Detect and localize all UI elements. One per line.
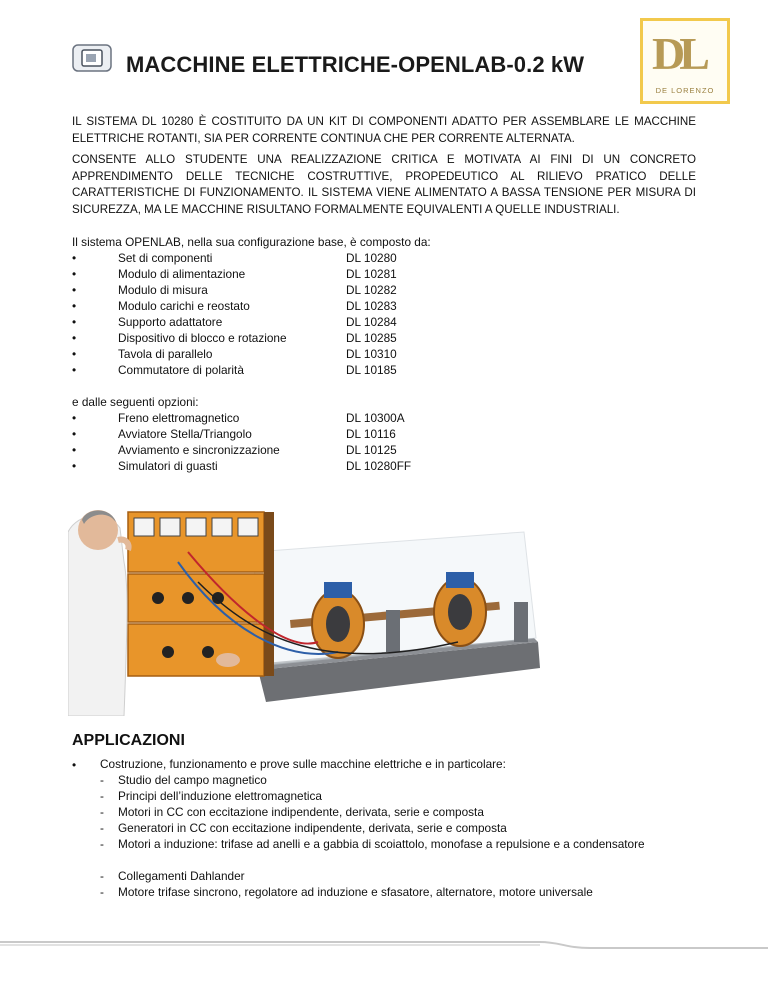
bullet: •	[72, 758, 77, 772]
application-text: Motori in CC con eccitazione indipendente, derivata, serie e composta	[118, 805, 484, 819]
dash: -	[100, 773, 104, 787]
bullet: •	[72, 459, 77, 473]
item-name: Set di componenti	[118, 251, 213, 265]
bullet: •	[72, 443, 77, 457]
item-code: DL 10280FF	[346, 459, 412, 473]
item-code: DL 10281	[346, 267, 397, 281]
application-item	[100, 820, 696, 836]
item-code: DL 10284	[346, 315, 397, 329]
item-code: DL 10282	[346, 283, 397, 297]
item-code: DL 10185	[346, 363, 397, 377]
application-item	[100, 836, 696, 852]
item-code: DL 10116	[346, 427, 396, 441]
application-item	[100, 772, 696, 788]
base-config-lead: Il sistema OPENLAB, nella sua configurazione base, è composto da:	[72, 235, 431, 249]
application-text: Generatori in CC con eccitazione indipendente, derivata, serie e composta	[118, 821, 507, 835]
application-item	[100, 868, 696, 884]
item-name: Modulo di misura	[118, 283, 208, 297]
bullet: •	[72, 299, 77, 313]
product-photo	[68, 492, 544, 716]
item-code: DL 10283	[346, 299, 397, 313]
page-title: MACCHINE ELETTRICHE-OPENLAB-0.2 kW	[126, 52, 585, 77]
intro-paragraph-2: CONSENTE ALLO STUDENTE UNA REALIZZAZIONE CRITICA E MOTIVATA AI FINI DI UN CONCRETO APPRENDIMENTO DELLE TECNICHE COSTRUTTIVE, PROPEDEUTICO AL RILIEVO PRATICO DELLE CARATTERISTICHE DI FUNZIONAMENTO. IL SISTEMA VIENE ALIMENTATO A BASSA TENSIONE PER MISURA DI SICUREZZA, MA LE MACCHINE RISULTANO FORMALMENTE EQUIVALENTI A QUELLE INDUSTRIALI.	[72, 153, 696, 216]
item-name: Avviatore Stella/Triangolo	[118, 427, 252, 441]
bullet: •	[72, 331, 77, 345]
item-name: Modulo carichi e reostato	[118, 299, 250, 313]
logo-monogram: DL	[652, 28, 704, 79]
item-code: DL 10285	[346, 331, 397, 345]
item-code: DL 10280	[346, 251, 397, 265]
dash: -	[100, 869, 104, 883]
dash: -	[100, 789, 104, 803]
bullet: •	[72, 283, 77, 297]
item-code: DL 10310	[346, 347, 397, 361]
application-text: Studio del campo magnetico	[118, 773, 267, 787]
application-item	[100, 788, 696, 804]
options-lead: e dalle seguenti opzioni:	[72, 395, 199, 409]
bullet: •	[72, 411, 77, 425]
item-name: Avviamento e sincronizzazione	[118, 443, 280, 457]
dash: -	[100, 821, 104, 835]
item-name: Supporto adattatore	[118, 315, 223, 329]
intro-paragraph-1: IL SISTEMA DL 10280 È COSTITUITO DA UN KIT DI COMPONENTI ADATTO PER ASSEMBLARE LE MACCHINE ELETTRICHE ROTANTI, SIA PER CORRENTE CONTINUA CHE PER CORRENTE ALTERNATA.	[72, 115, 696, 145]
logo-brand: DE LORENZO	[655, 86, 715, 95]
bullet: •	[72, 267, 77, 281]
dash: -	[100, 837, 104, 851]
de-lorenzo-logo	[640, 18, 730, 104]
item-code: DL 10300A	[346, 411, 405, 425]
application-text: Motori a induzione: trifase ad anelli e a gabbia di scoiattolo, monofase a repulsione e a condensatore	[118, 837, 645, 851]
item-name: Simulatori di guasti	[118, 459, 218, 473]
bullet: •	[72, 251, 77, 265]
application-item	[100, 884, 696, 900]
application-text: Collegamenti Dahlander	[118, 869, 245, 883]
document-icon	[72, 44, 112, 72]
item-name: Freno elettromagnetico	[118, 411, 240, 425]
item-name: Dispositivo di blocco e rotazione	[118, 331, 287, 345]
item-code: DL 10125	[346, 443, 397, 457]
item-name: Modulo di alimentazione	[118, 267, 246, 281]
applications-heading: APPLICAZIONI	[72, 732, 185, 749]
dash: -	[100, 805, 104, 819]
item-name: Tavola di parallelo	[118, 347, 213, 361]
item-name: Commutatore di polarità	[118, 363, 244, 377]
bullet: •	[72, 363, 77, 377]
footer-divider	[0, 936, 768, 950]
bullet: •	[72, 315, 77, 329]
bullet: •	[72, 347, 77, 361]
application-text: Motore trifase sincrono, regolatore ad induzione e sfasatore, alternatore, motore universale	[118, 885, 593, 899]
dash: -	[100, 885, 104, 899]
bullet: •	[72, 427, 77, 441]
applications-lead: Costruzione, funzionamento e prove sulle macchine elettriche e in particolare:	[100, 757, 506, 771]
application-text: Principi dell’induzione elettromagnetica	[118, 789, 322, 803]
application-item	[100, 804, 696, 820]
